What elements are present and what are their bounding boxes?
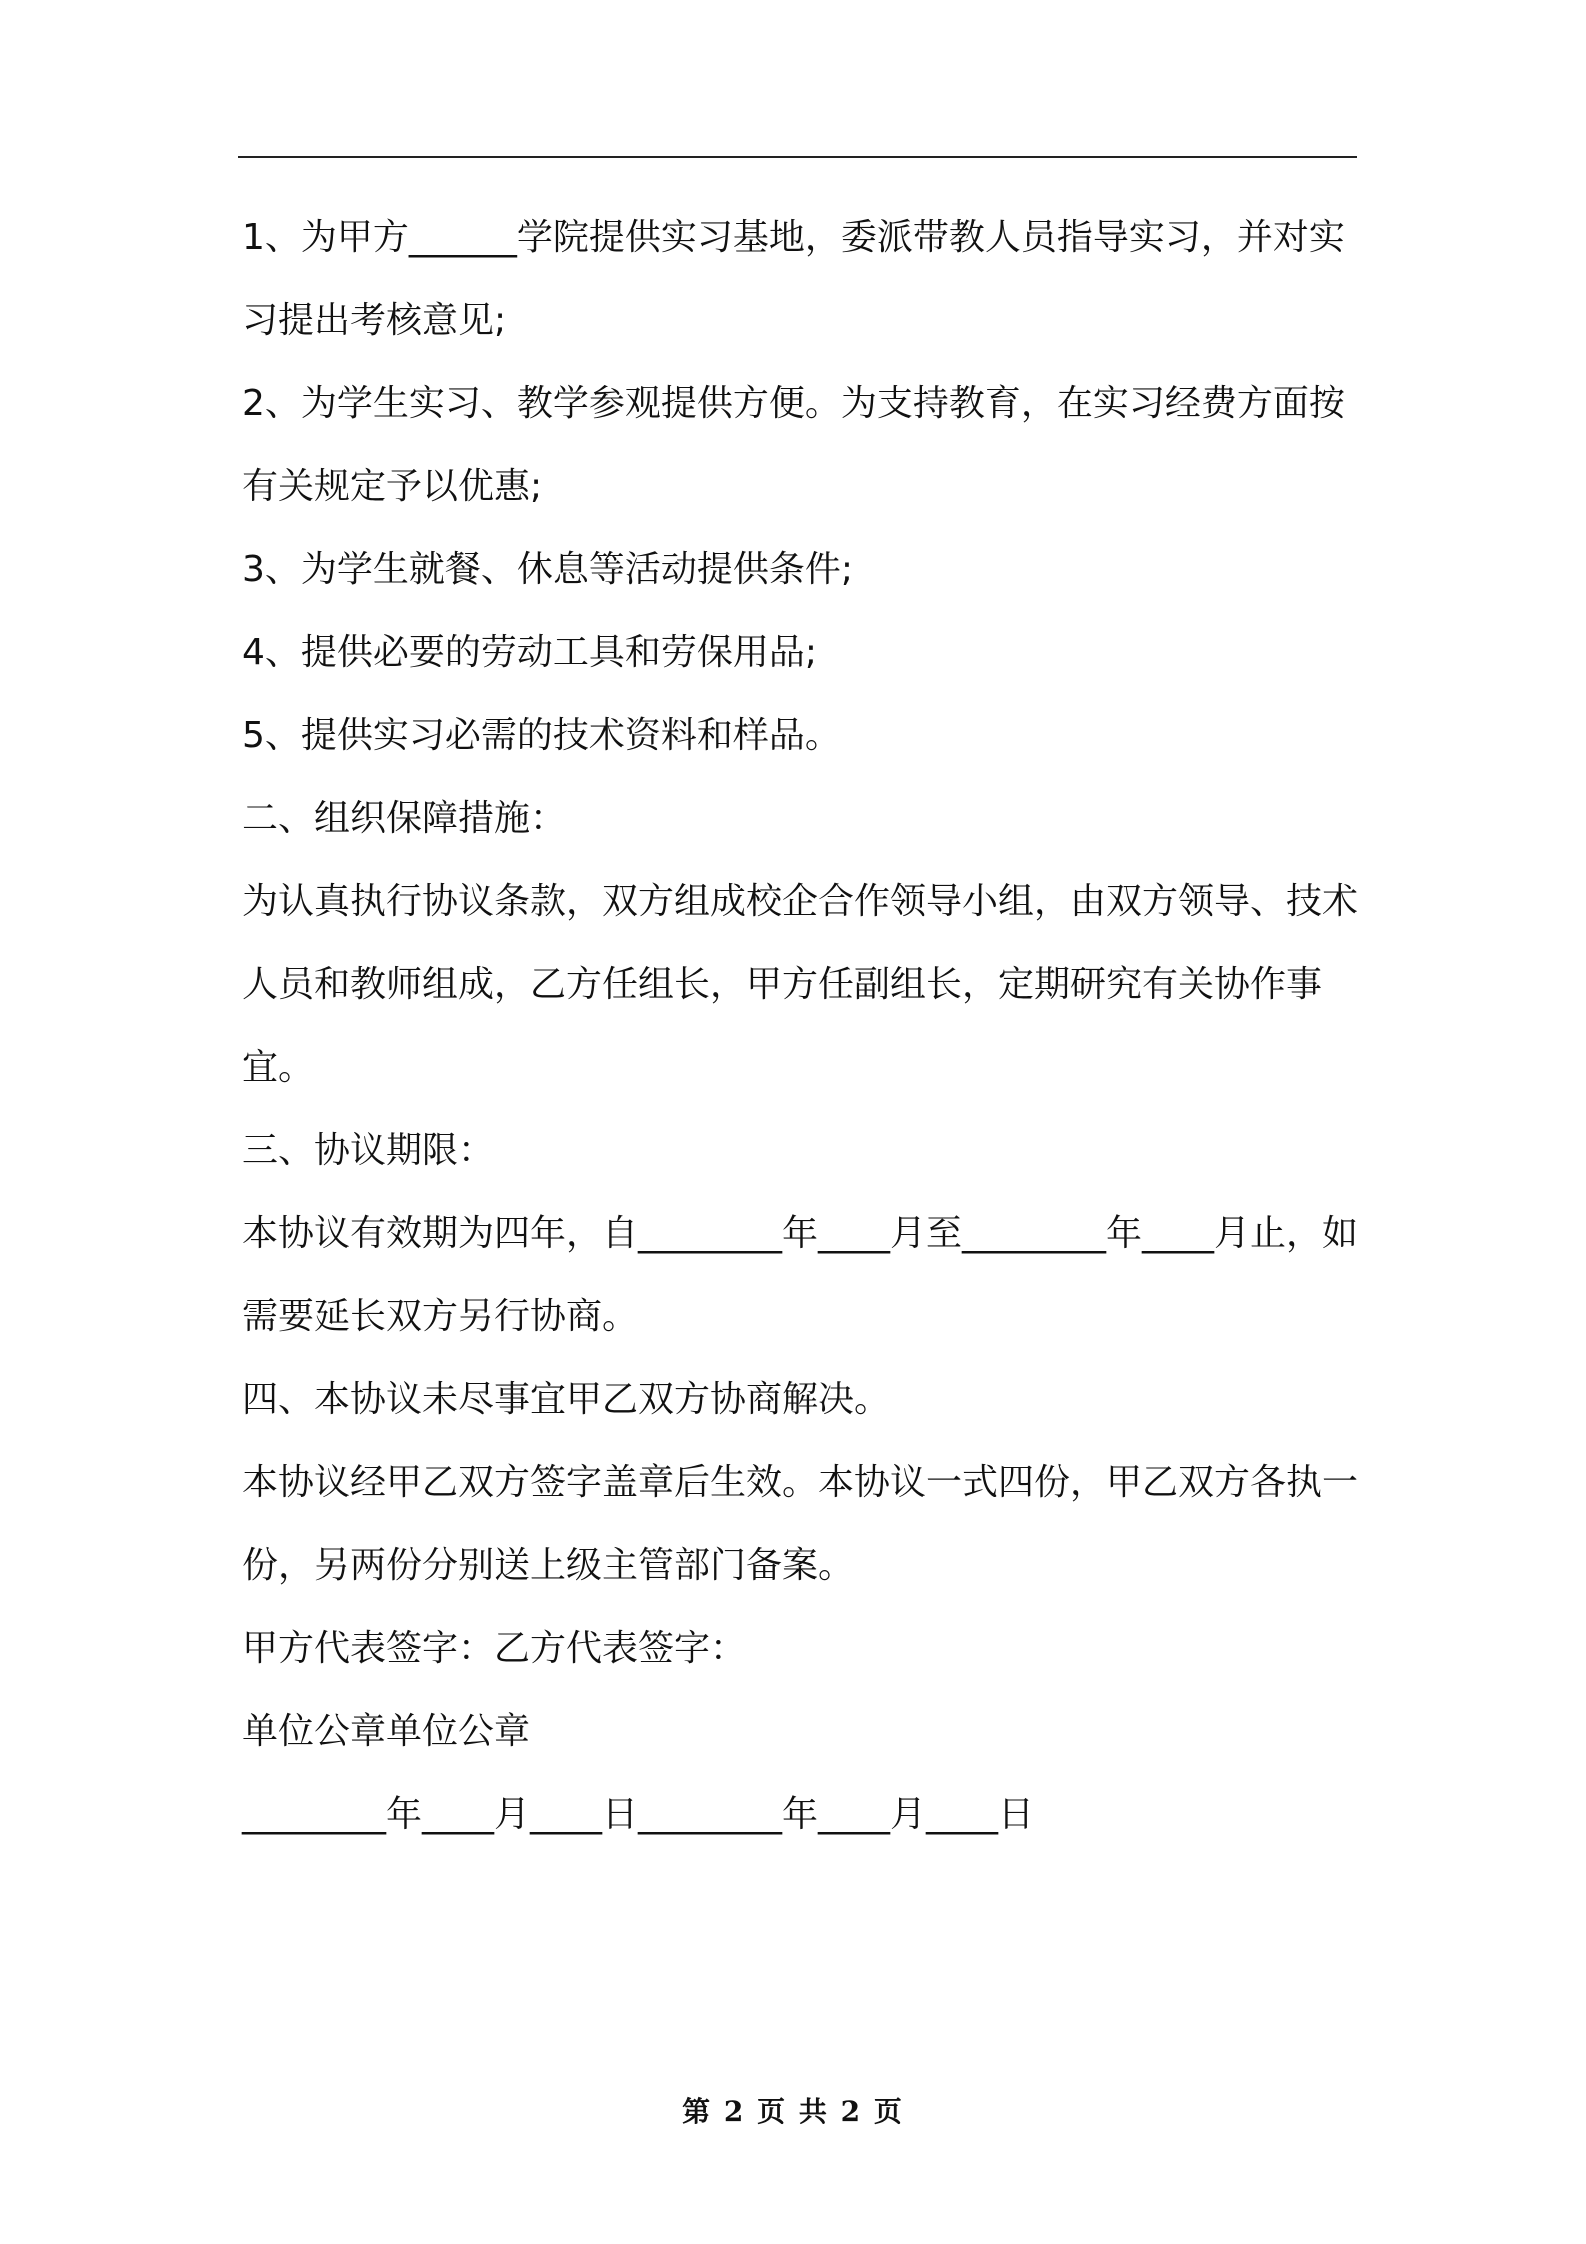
seal-line: 单位公章单位公章 <box>242 1711 531 1752</box>
section-heading-term: 三、协议期限： <box>242 1130 495 1171</box>
term-paragraph: 本协议有效期为四年，自________年____月至________年____月止，如需要延长双方另行协商。 <box>242 1213 1359 1337</box>
clause-1: 1、为甲方______学院提供实习基地，委派带教人员指导实习，并对实习提出考核意见; <box>242 217 1345 341</box>
header-rule <box>238 156 1357 158</box>
effectiveness-paragraph: 本协议经甲乙双方签字盖章后生效。本协议一式四份，甲乙双方各执一份，另两份分别送上级主管部门备案。 <box>242 1462 1359 1586</box>
section-heading-organization: 二、组织保障措施： <box>242 798 567 839</box>
clause-3: 3、为学生就餐、休息等活动提供条件; <box>242 549 854 590</box>
document-body <box>242 196 1362 1856</box>
section-heading-other-matters: 四、本协议未尽事宜甲乙双方协商解决。 <box>242 1379 891 1420</box>
clause-5: 5、提供实习必需的技术资料和样品。 <box>242 715 841 756</box>
clause-2: 2、为学生实习、教学参观提供方便。为支持教育，在实习经费方面按有关规定予以优惠; <box>242 383 1345 507</box>
signature-line: 甲方代表签字：乙方代表签字： <box>242 1628 747 1669</box>
page-number: 第 2 页 共 2 页 <box>682 2095 904 2128</box>
organization-paragraph: 为认真执行协议条款，双方组成校企合作领导小组，由双方领导、技术人员和教师组成，乙方任组长，甲方任副组长，定期研究有关协作事宜。 <box>242 881 1359 1088</box>
clause-4: 4、提供必要的劳动工具和劳保用品; <box>242 632 818 673</box>
date-line: ________年____月____日________年____月____日 <box>242 1794 1035 1835</box>
